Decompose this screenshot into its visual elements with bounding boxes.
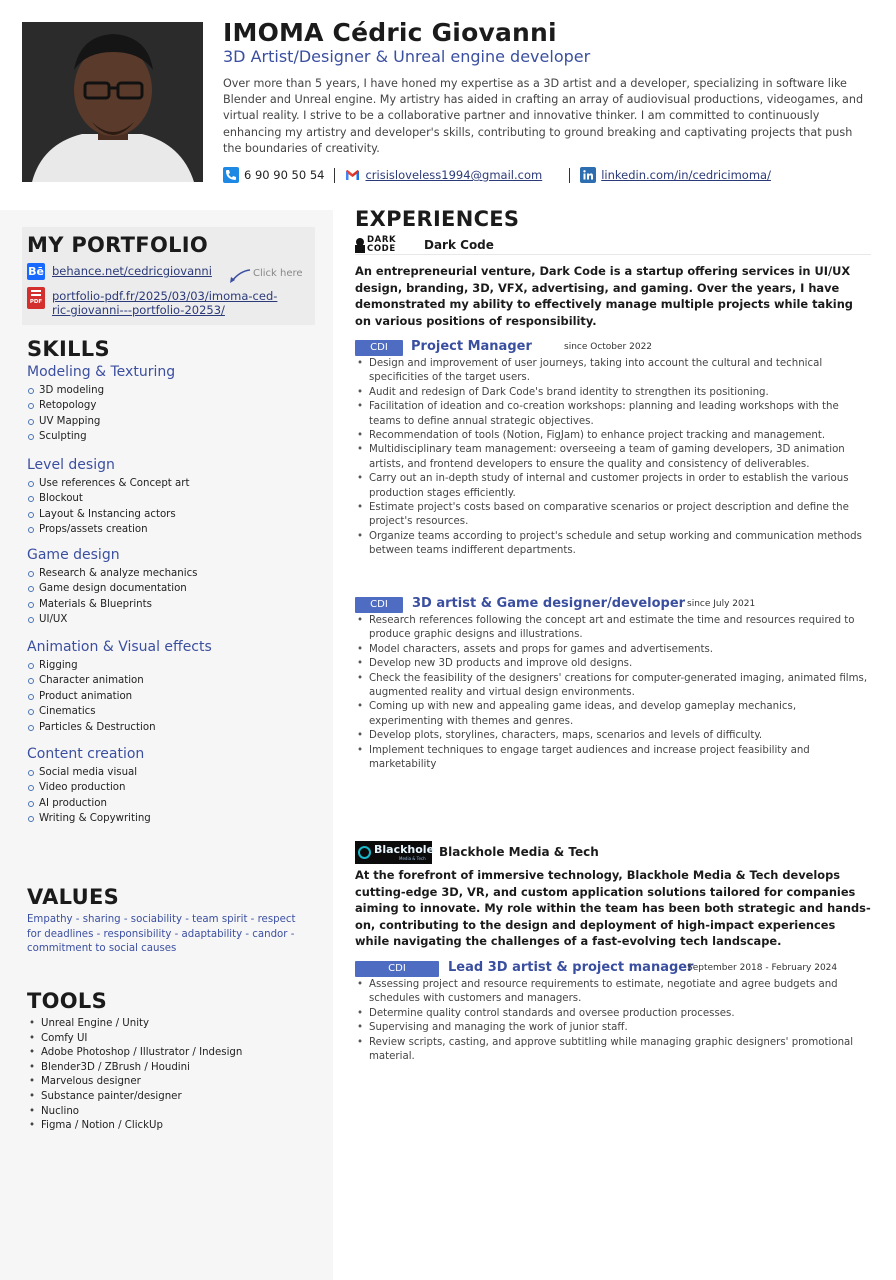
tool-item: • Nuclino <box>27 1105 242 1120</box>
dark-code-logo-block <box>355 245 365 253</box>
skill-item: AI production <box>27 796 151 811</box>
blackhole-logo-ring <box>358 846 371 859</box>
tool-item: • Substance painter/designer <box>27 1090 242 1105</box>
skill-item: Product animation <box>27 689 212 704</box>
skill-item: Use references & Concept art <box>27 476 189 491</box>
portfolio-box <box>22 227 315 325</box>
skill-item: Video production <box>27 780 151 795</box>
contract-badge: CDI <box>355 961 439 977</box>
responsibility-item: • Coming up with new and appealing game ideas, and develop gameplay mechanics, experimenting with themes and genres. <box>355 700 871 729</box>
dark-code-logo-line2: CODE <box>367 243 396 254</box>
responsibility-item: • Review scripts, casting, and approve subtitling while managing graphic designers' promotional material. <box>355 1036 873 1065</box>
tools-title: TOOLS <box>27 989 108 1013</box>
portfolio-title: MY PORTFOLIO <box>27 233 209 257</box>
role-title: Project Manager <box>411 339 532 354</box>
skill-item: Game design documentation <box>27 581 198 596</box>
skill-group-title: Game design <box>27 547 120 563</box>
pdf-icon-label: PDF <box>29 299 43 305</box>
skill-group-title: Modeling & Texturing <box>27 364 176 380</box>
pdf-icon <box>27 287 45 309</box>
dark-code-logo-text <box>367 236 396 254</box>
click-here-hint: Click here <box>253 268 303 279</box>
role-date: since October 2022 <box>564 342 653 352</box>
portfolio-pdf-link-line1[interactable]: portfolio-pdf.fr/2025/03/03/imoma-ced- <box>52 289 278 303</box>
responsibility-item: • Research references following the concept art and estimate the time and resources required to produce graphic designs and illustrations. <box>355 614 871 643</box>
responsibility-item: • Carry out an in-depth study of internal and customer projects in order to establish the various production stages efficiently. <box>355 472 871 501</box>
responsibility-item: • Check the feasibility of the designers' creations for computer-generated imaging, animated films, augmented reality and virtual design environments. <box>355 672 871 701</box>
dark-code-logo <box>355 236 417 254</box>
gmail-icon <box>345 167 360 183</box>
divider <box>355 254 871 255</box>
skills-title: SKILLS <box>27 337 110 361</box>
contact-bar <box>223 166 771 184</box>
company-description: At the forefront of immersive technology, Blackhole Media & Tech develops cutting-edge 3D, VR, and custom application solutions tailored for companies aiming to innovate. My role within the team has been both strategic and hands-on, contributing to the design and deployment of high-impact experiences while navigating the challenges of a fast-evolving tech landscape. <box>355 868 871 948</box>
role-date: September 2018 - February 2024 <box>687 963 838 973</box>
skill-item: Sculpting <box>27 429 175 444</box>
company-name: Dark Code <box>424 238 494 252</box>
responsibility-item: • Determine quality control standards and oversee production processes. <box>355 1007 873 1021</box>
skill-item: Social media visual <box>27 765 151 780</box>
person-portrait-icon <box>22 22 203 182</box>
skill-item: Props/assets creation <box>27 522 189 537</box>
skill-item: Retopology <box>27 398 175 413</box>
skill-group <box>27 746 151 827</box>
responsibility-item: • Design and improvement of user journeys, taking into account the cultural and technical specificities of the target users. <box>355 357 871 386</box>
skill-item: Writing & Copywriting <box>27 811 151 826</box>
responsibility-item: • Organize teams according to project's schedule and setup working and communication methods between teams indifferent departments. <box>355 530 871 559</box>
responsibility-item: • Supervising and managing the work of junior staff. <box>355 1021 873 1035</box>
skill-item: 3D modeling <box>27 383 175 398</box>
contract-badge: CDI <box>355 597 403 613</box>
linkedin-link[interactable]: linkedin.com/in/cedricimoma/ <box>601 168 771 182</box>
tools-list <box>27 1017 242 1134</box>
skill-group <box>27 547 198 628</box>
responsibility-item: • Estimate project's costs based on comparative scenarios or project description and define the project's resources. <box>355 501 871 530</box>
tool-item: • Marvelous designer <box>27 1075 242 1090</box>
responsibility-item: • Develop new 3D products and improve old designs. <box>355 657 871 671</box>
tool-item: • Adobe Photoshop / Illustrator / Indesign <box>27 1046 242 1061</box>
email-link[interactable]: crisisloveless1994@gmail.com <box>365 168 543 182</box>
profile-summary: Over more than 5 years, I have honed my expertise as a 3D artist and a developer, specializing in software like Blender and Unreal engine. My artistry has aided in crafting an array of audiovisual productions, videogames, and virtual reality. I strive to be a collaborative partner and innovative thinker. I am committed to continuously enhancing my artistry and developer's skills, contributing to ground breaking and captivating projects that push the boundaries of creativity. <box>223 77 864 155</box>
responsibility-item: • Model characters, assets and props for games and advertisements. <box>355 643 871 657</box>
skill-item: Particles & Destruction <box>27 720 212 735</box>
skill-item: UV Mapping <box>27 414 175 429</box>
responsibility-item: • Implement techniques to engage target audiences and increase project feasibility and marketability <box>355 744 871 773</box>
responsibilities-list <box>355 357 871 559</box>
skill-group <box>27 457 189 538</box>
skill-list <box>27 476 189 538</box>
skill-group <box>27 639 212 735</box>
skill-group-title: Animation & Visual effects <box>27 639 212 655</box>
tool-item: • Figma / Notion / ClickUp <box>27 1119 242 1134</box>
skill-list <box>27 566 198 628</box>
contract-badge: CDI <box>355 340 403 356</box>
responsibility-item: • Facilitation of ideation and co-creation workshops: planning and leading workshops with the teams to define annual strategic objectives. <box>355 400 871 429</box>
skill-list <box>27 765 151 827</box>
skill-item: Research & analyze mechanics <box>27 566 198 581</box>
behance-icon: Bē <box>28 265 44 278</box>
skill-group <box>27 364 175 445</box>
behance-link[interactable]: behance.net/cedricgiovanni <box>52 264 212 278</box>
blackhole-logo-text: Blackhole <box>374 843 435 856</box>
phone-number[interactable]: 6 90 90 50 54 <box>244 168 325 182</box>
role-title: 3D artist & Game designer/developer <box>412 596 686 611</box>
phone-icon <box>223 167 239 183</box>
skill-item: Blockout <box>27 491 189 506</box>
blackhole-logo-subtext: Media & Tech <box>399 856 426 861</box>
responsibilities-list <box>355 614 871 772</box>
responsibility-item: • Assessing project and resource requirements to estimate, negotiate and agree budgets and schedules with customers and managers. <box>355 978 873 1007</box>
skill-list <box>27 658 212 735</box>
skill-list <box>27 383 175 445</box>
profile-photo <box>22 22 203 182</box>
role-date: since July 2021 <box>687 599 756 609</box>
portfolio-pdf-link[interactable] <box>52 289 277 318</box>
tool-item: • Comfy UI <box>27 1032 242 1047</box>
experiences-title: EXPERIENCES <box>355 207 520 231</box>
values-title: VALUES <box>27 885 120 909</box>
values-text: Empathy - sharing - sociability - team spirit - respect for deadlines - responsibility - adaptability - candor - commitment to social causes <box>27 914 296 955</box>
portfolio-pdf-link-line2[interactable]: ric-giovanni---portfolio-20253/ <box>52 303 225 318</box>
dark-code-logo-line1: DARK <box>367 235 397 245</box>
candidate-headline: 3D Artist/Designer & Unreal engine developer <box>223 47 591 66</box>
responsibility-item: • Recommendation of tools (Notion, FigJam) to enhance project tracking and management. <box>355 429 871 443</box>
skill-item: Rigging <box>27 658 212 673</box>
skill-group-title: Level design <box>27 457 115 473</box>
responsibility-item: • Multidisciplinary team management: overseeing a team of gaming developers, 3D animation artists, and frontend developers to ensure the quality and consistency of deliverables. <box>355 443 871 472</box>
responsibility-item: • Audit and redesign of Dark Code's brand identity to strengthen its positioning. <box>355 386 871 400</box>
company-description: An entrepreneurial venture, Dark Code is a startup offering services in UI/UX design, branding, 3D, VFX, advertising, and gaming. Over the years, I have demonstrated my ability to effectively manage multiple projects while taking on various positions of responsibility. <box>355 264 853 328</box>
tool-item: • Blender3D / ZBrush / Houdini <box>27 1061 242 1076</box>
skill-group-title: Content creation <box>27 746 145 762</box>
contact-divider <box>334 168 335 183</box>
skill-item: Character animation <box>27 673 212 688</box>
skill-item: UI/UX <box>27 612 198 627</box>
candidate-name: IMOMA Cédric Giovanni <box>223 18 557 47</box>
skill-item: Layout & Instancing actors <box>27 507 189 522</box>
tool-item: • Unreal Engine / Unity <box>27 1017 242 1032</box>
linkedin-icon <box>580 167 596 183</box>
skill-item: Cinematics <box>27 704 212 719</box>
curved-arrow-icon <box>228 267 252 285</box>
responsibilities-list <box>355 978 873 1064</box>
company-name: Blackhole Media & Tech <box>439 845 599 859</box>
responsibility-item: • Develop plots, storylines, characters, maps, scenarios and levels of difficulty. <box>355 729 871 743</box>
role-title: Lead 3D artist & project manager <box>448 960 694 975</box>
skill-item: Materials & Blueprints <box>27 597 198 612</box>
blackhole-logo <box>355 841 435 864</box>
contact-divider <box>569 168 570 183</box>
